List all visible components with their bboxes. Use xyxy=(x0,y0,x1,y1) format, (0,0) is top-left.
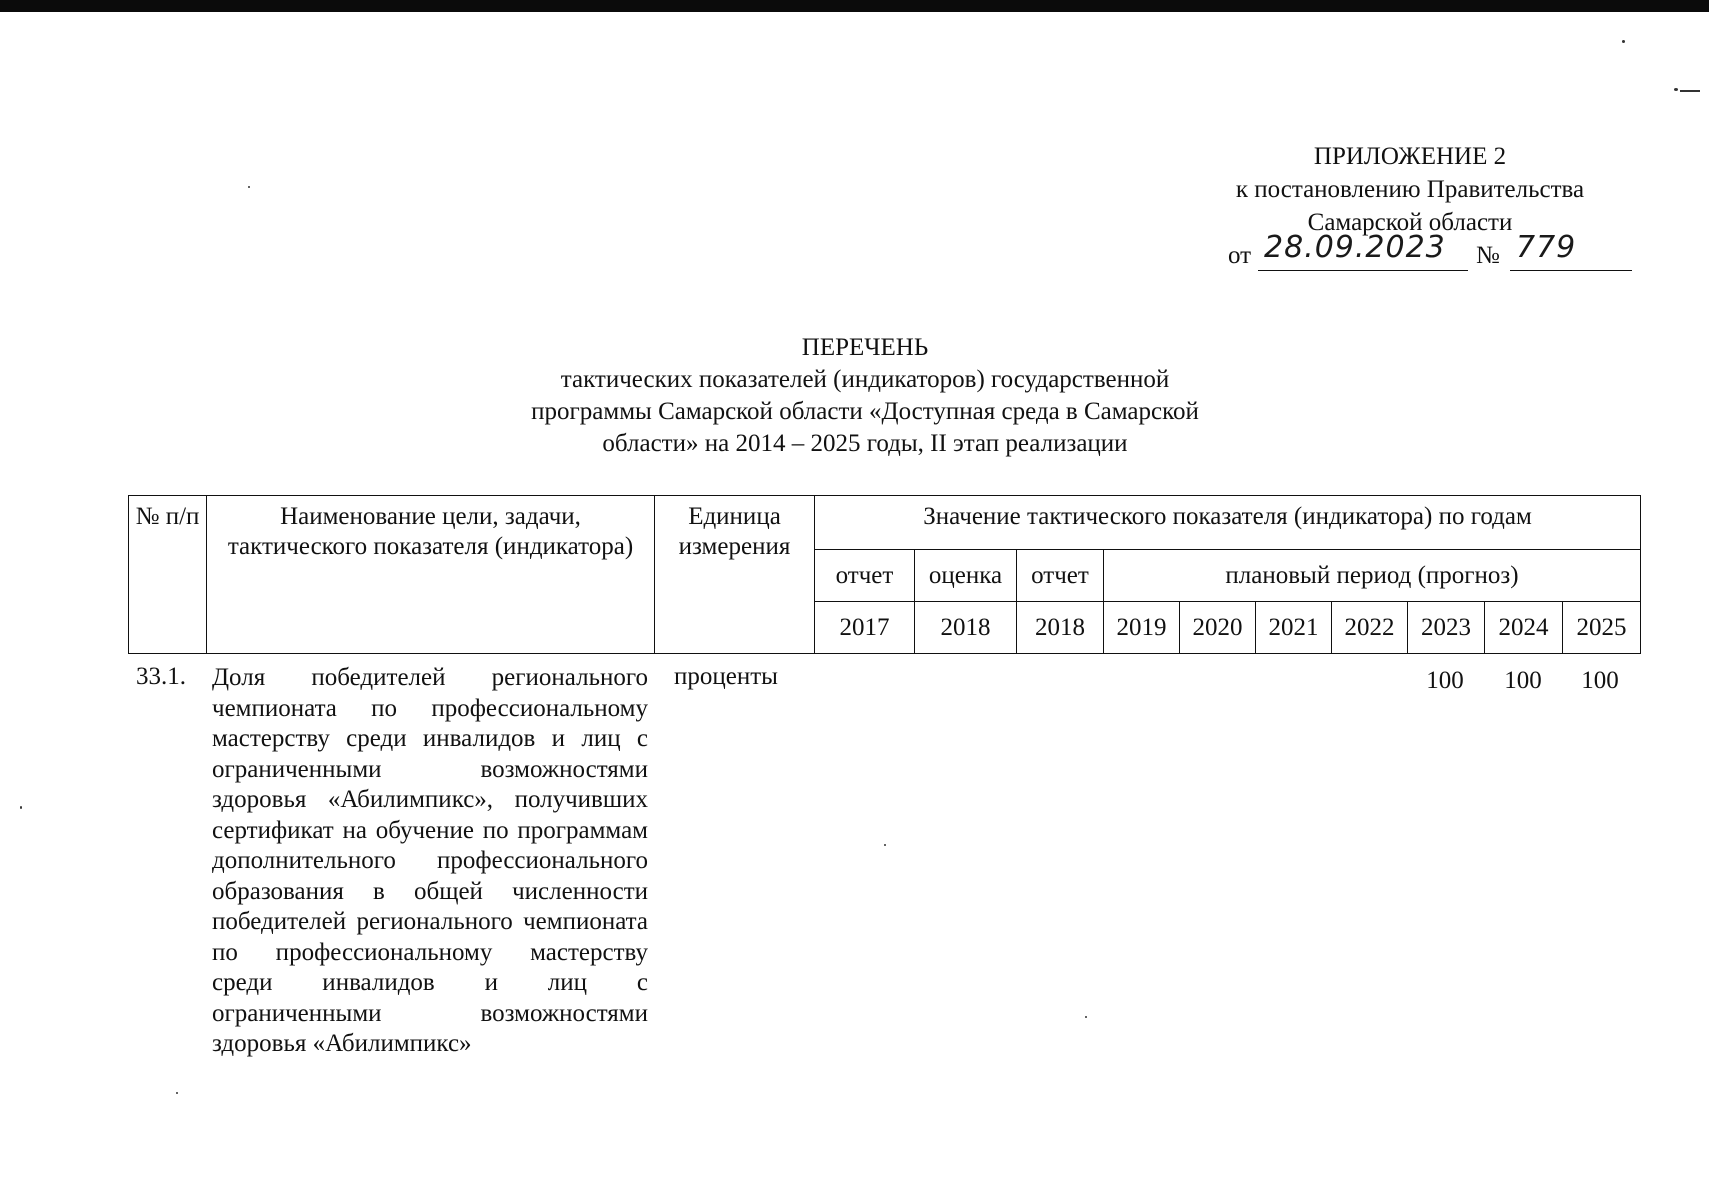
col-header-number: № п/п xyxy=(129,496,207,654)
year-header: 2018 xyxy=(1017,602,1104,654)
subheader-plan-period: плановый период (прогноз) xyxy=(1104,550,1641,602)
scan-speck xyxy=(884,844,886,846)
scan-speck xyxy=(176,1092,178,1094)
title-heading: ПЕРЕЧЕНЬ xyxy=(801,334,929,361)
col-header-name: Наименование цели, задачи, тактического показателя (индикатора) xyxy=(207,496,655,654)
year-header: 2021 xyxy=(1256,602,1332,654)
year-header: 2019 xyxy=(1104,602,1180,654)
row-unit: проценты xyxy=(674,663,778,690)
subheader-report: отчет xyxy=(1017,550,1104,602)
handwritten-number: 779 xyxy=(1516,230,1577,265)
appendix-line1: к постановлению Правительства xyxy=(1235,176,1585,203)
col-header-values: Значение тактического показателя (индикатора) по годам xyxy=(815,496,1641,550)
scan-speck xyxy=(248,186,250,188)
handwritten-date: 28.09.2023 xyxy=(1264,230,1446,265)
date-field xyxy=(1258,232,1468,271)
scan-speck xyxy=(1674,88,1678,91)
document-title xyxy=(400,332,1330,460)
year-header: 2025 xyxy=(1563,602,1641,654)
resolution-date-number xyxy=(1224,230,1609,278)
col-header-unit: Единица измерения xyxy=(655,496,815,654)
scan-top-border xyxy=(0,0,1709,12)
year-header: 2020 xyxy=(1180,602,1256,654)
row-value-2024: 100 xyxy=(1504,667,1542,694)
appendix-line2: Самарской области xyxy=(1307,209,1513,236)
indicators-table-header xyxy=(128,495,1641,654)
date-prefix: от xyxy=(1228,242,1252,269)
year-header: 2023 xyxy=(1408,602,1485,654)
title-line2: программы Самарской области «Доступная среда в Самарской xyxy=(531,398,1199,425)
appendix-block xyxy=(1160,140,1660,239)
row-value-2023: 100 xyxy=(1426,667,1464,694)
scan-speck xyxy=(1085,1016,1087,1018)
scan-speck xyxy=(1622,40,1625,43)
subheader-estimate: оценка xyxy=(915,550,1017,602)
appendix-title: ПРИЛОЖЕНИЕ 2 xyxy=(1313,143,1507,170)
year-header: 2017 xyxy=(815,602,915,654)
year-header: 2022 xyxy=(1332,602,1408,654)
number-field xyxy=(1510,232,1632,271)
row-value-2025: 100 xyxy=(1581,667,1619,694)
subheader-report: отчет xyxy=(815,550,915,602)
title-line3: области» на 2014 – 2025 годы, II этап реализации xyxy=(602,430,1128,457)
scan-speck xyxy=(20,806,22,809)
scan-speck xyxy=(1680,90,1700,92)
title-line1: тактических показателей (индикаторов) государственной xyxy=(560,366,1170,393)
number-prefix: № xyxy=(1476,242,1500,269)
row-indicator-name: Доля победителей регионального чемпионата по профессиональному мастерству среди инвалидов и лиц с ограниченными возможностями здоровья «Абилимпикс», получивших сертификат на обучение по программам дополнительного профессионального образования в общей численности победителей регионального чемпионата по профессиональному мастерству среди инвалидов и лиц с ограниченными возможностями здоровья «Абилимпикс» xyxy=(212,664,648,1057)
year-header: 2024 xyxy=(1485,602,1563,654)
row-number: 33.1. xyxy=(136,663,186,690)
year-header: 2018 xyxy=(915,602,1017,654)
